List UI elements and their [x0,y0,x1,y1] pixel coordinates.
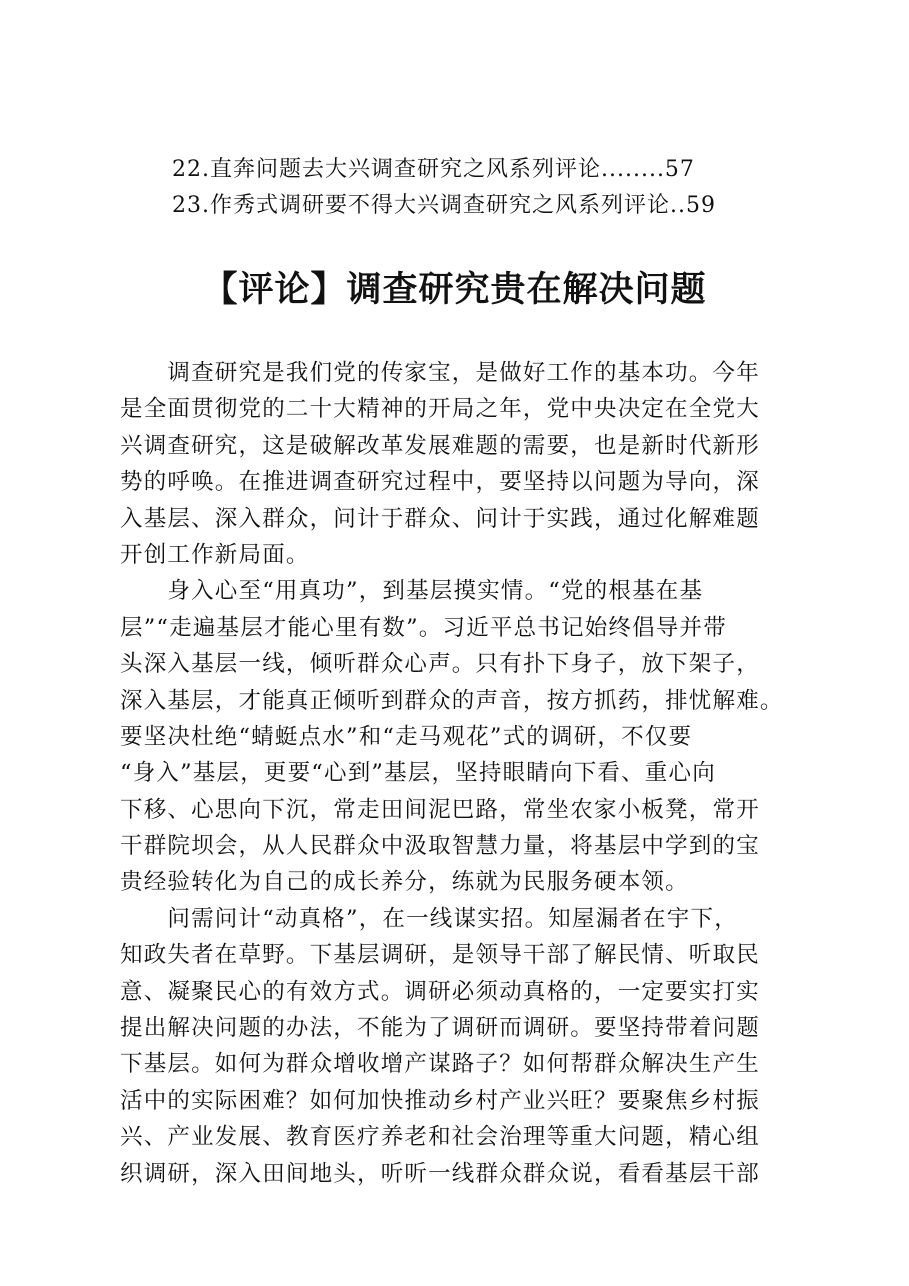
body-line: 开创工作新局面。 [120,541,310,568]
toc-entry[interactable]: 23.作秀式调研要不得大兴调查研究之风系列评论..59 [172,193,716,218]
body-line: 提出解决问题的办法，不能为了调研而调研。要坚持带着问题 [120,1015,760,1042]
body-line: 是全面贯彻党的二十大精神的开局之年，党中央决定在全党大 [120,396,760,423]
body-line: 入基层、深入群众，问计于群众、问计于实践，通过化解难题 [120,505,760,532]
body-line: 头深入基层一线，倾听群众心声。只有扑下身子，放下架子， [120,651,760,678]
body-line: 贵经验转化为自己的成长养分，练就为民服务硬本领。 [120,869,689,896]
body-line: 问需问计“动真格”，在一线谋实招。知屋漏者在宇下， [120,905,738,932]
body-line: 要坚决杜绝“蜻蜓点水”和“走马观花”式的调研，不仅要 [120,723,693,750]
body-line: 意、凝聚民心的有效方式。调研必须动真格的，一定要实打实 [120,978,760,1005]
body-line: 势的呼唤。在推进调查研究过程中，要坚持以问题为导向，深 [120,469,760,496]
toc-entry[interactable]: 22.直奔问题去大兴调查研究之风系列评论........57 [172,157,695,182]
body-line: 下基层。如何为群众增收增产谋路子？如何帮群众解决生产生 [120,1051,760,1078]
article-title: 【评论】调查研究贵在解决问题 [202,270,707,310]
body-line: 下移、心思向下沉，常走田间泥巴路，常坐农家小板凳，常开 [120,796,760,823]
body-line: 层”“走遍基层才能心里有数”。习近平总书记始终倡导并带 [120,614,727,641]
body-line: 调查研究是我们党的传家宝，是做好工作的基本功。今年 [120,360,760,386]
article-body [120,355,810,1192]
body-line: 干群院坝会，从人民群众中汲取智慧力量，将基层中学到的宝 [120,833,760,860]
body-line: “身入”基层，更要“心到”基层，坚持眼睛向下看、重心向 [120,760,716,787]
body-line: 兴、产业发展、教育医疗养老和社会治理等重大问题，精心组 [120,1124,760,1151]
body-line: 知政失者在草野。下基层调研，是领导干部了解民情、听取民 [120,942,760,969]
body-line: 身入心至“用真功”，到基层摸实情。“党的根基在基 [120,578,704,605]
table-of-contents [172,152,792,224]
body-line: 兴调查研究，这是破解改革发展难题的需要，也是新时代新形 [120,432,760,459]
body-line: 织调研，深入田间地头，听听一线群众群众说，看看基层干部 [120,1160,760,1187]
body-line: 深入基层，才能真正倾听到群众的声音，按方抓药，排忧解难。 [120,687,784,714]
body-line: 活中的实际困难？如何加快推动乡村产业兴旺？要聚焦乡村振 [120,1087,760,1114]
